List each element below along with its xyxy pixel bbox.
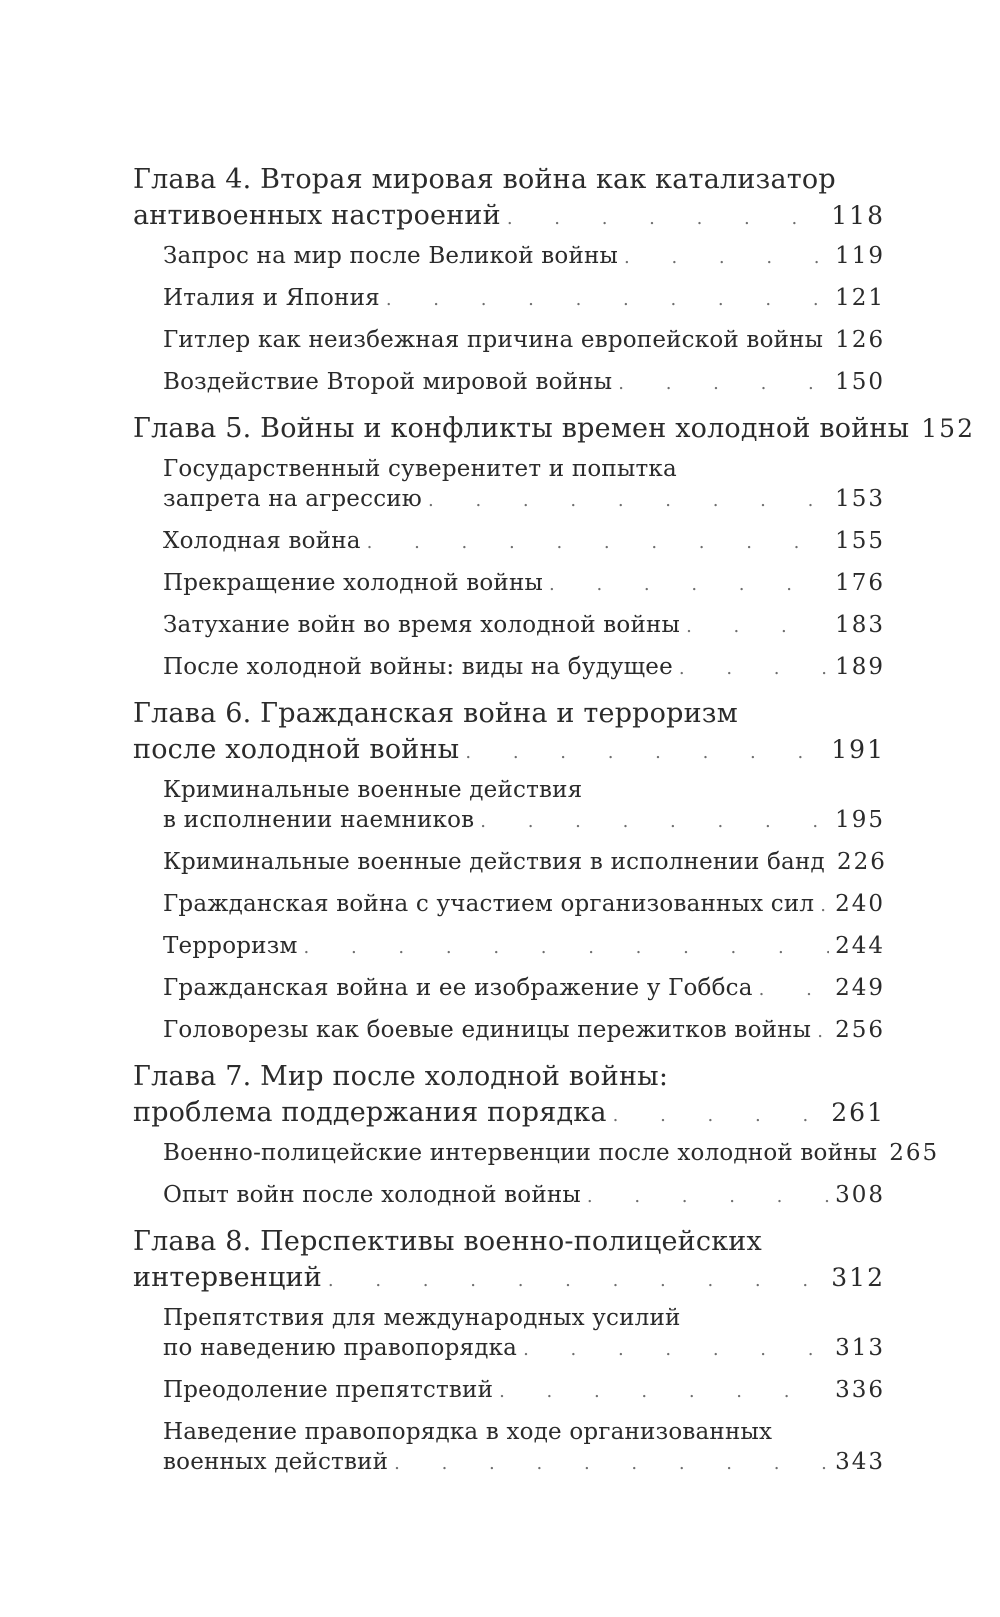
section-title-line: в исполнении наемников: [163, 807, 475, 833]
section-title-line: Гражданская война и ее изображение у Гоббса: [163, 975, 753, 1001]
chapter-sections: [133, 241, 885, 399]
section-title-line: Криминальные военные действия: [163, 777, 583, 803]
toc-section-entry[interactable]: [163, 973, 885, 1005]
section-page-number: 343: [835, 1449, 885, 1475]
toc-section-entry[interactable]: [163, 367, 885, 399]
chapter-page-number: 261: [831, 1098, 885, 1127]
section-title-line: Гитлер как неизбежная причина европейской войны: [163, 327, 824, 353]
section-page-number: 150: [835, 369, 885, 395]
toc-section-entry[interactable]: [163, 1015, 885, 1047]
dot-leader: [624, 243, 829, 273]
chapter-page-number: 191: [831, 735, 885, 764]
chapter-title-line: Глава 4. Вторая мировая война как катализатор: [133, 164, 836, 195]
table-of-contents: [133, 162, 975, 1491]
dot-leader: [817, 1017, 829, 1047]
section-page-number: 240: [835, 891, 885, 917]
dot-leader: [679, 654, 829, 684]
toc-section-entry[interactable]: [163, 652, 885, 684]
toc-section-entry[interactable]: [163, 526, 885, 558]
dot-leader: [328, 1263, 825, 1299]
dot-leader: [480, 807, 829, 837]
section-title-line: Головорезы как боевые единицы пережитков войны: [163, 1017, 812, 1043]
section-title-line: запрета на агрессию: [163, 486, 423, 512]
chapter-title[interactable]: [133, 1059, 885, 1134]
chapter-title-line: Глава 8. Перспективы военно-полицейских: [133, 1226, 762, 1257]
toc-section-entry[interactable]: [163, 610, 885, 642]
dot-leader: [523, 1335, 829, 1365]
section-page-number: 265: [889, 1140, 940, 1166]
section-title-line: Наведение правопорядка в ходе организованных: [163, 1419, 773, 1445]
toc-section-entry[interactable]: [163, 325, 885, 357]
chapter-title[interactable]: [133, 411, 975, 450]
section-title-line: Препятствия для международных усилий: [163, 1305, 681, 1331]
section-title-line: Государственный суверенитет и попытка: [163, 456, 677, 482]
section-page-number: 308: [835, 1182, 885, 1208]
section-page-number: 121: [835, 285, 885, 311]
chapter-title-line: интервенций: [133, 1262, 322, 1293]
dot-leader: [394, 1449, 829, 1479]
section-page-number: 176: [835, 570, 885, 596]
dot-leader: [759, 975, 829, 1005]
chapter-title[interactable]: [133, 696, 885, 771]
chapter-title[interactable]: [133, 1224, 885, 1299]
section-title-line: Гражданская война с участием организованных сил: [163, 891, 815, 917]
toc-section-entry[interactable]: [163, 454, 885, 516]
chapter-sections: [133, 1138, 940, 1212]
section-page-number: 153: [835, 486, 885, 512]
section-title-line: Прекращение холодной войны: [163, 570, 543, 596]
dot-leader: [613, 1098, 826, 1134]
dot-leader: [304, 933, 829, 963]
toc-section-entry[interactable]: [163, 283, 885, 315]
chapter-title-line: Глава 5. Войны и конфликты времен холодной войны: [133, 413, 910, 444]
section-page-number: 336: [835, 1377, 885, 1403]
section-title-line: После холодной войны: виды на будущее: [163, 654, 673, 680]
chapter-title[interactable]: [133, 162, 885, 237]
dot-leader: [428, 486, 829, 516]
dot-leader: [549, 570, 829, 600]
chapter-title-line: Глава 6. Гражданская война и терроризм: [133, 698, 738, 729]
toc-section-entry[interactable]: [163, 775, 885, 837]
toc-chapter: [133, 1224, 885, 1479]
toc-section-entry[interactable]: [163, 1303, 885, 1365]
chapter-sections: [133, 454, 885, 684]
chapter-page-number: 118: [831, 201, 885, 230]
dot-leader: [618, 369, 829, 399]
section-title-line: Опыт войн после холодной войны: [163, 1182, 581, 1208]
section-title-line: по наведению правопорядка: [163, 1335, 518, 1361]
chapter-page-number: 152: [921, 414, 975, 443]
toc-section-entry[interactable]: [163, 1180, 885, 1212]
section-title-line: Запрос на мир после Великой войны: [163, 243, 619, 269]
chapter-title-line: Глава 7. Мир после холодной войны:: [133, 1061, 669, 1092]
section-page-number: 126: [835, 327, 886, 353]
section-title-line: Военно-полицейские интервенции после холодной войны: [163, 1140, 878, 1166]
section-title-line: Затухание войн во время холодной войны: [163, 612, 681, 638]
toc-section-entry[interactable]: [163, 1375, 885, 1407]
section-title-line: Терроризм: [163, 933, 298, 959]
section-page-number: 189: [835, 654, 885, 680]
section-title-line: Воздействие Второй мировой войны: [163, 369, 613, 395]
section-page-number: 155: [835, 528, 885, 554]
chapter-sections: [133, 1303, 885, 1479]
chapter-page-number: 312: [831, 1263, 885, 1292]
section-title-line: Преодоление препятствий: [163, 1377, 494, 1403]
toc-section-entry[interactable]: [163, 568, 885, 600]
section-page-number: 183: [835, 612, 885, 638]
section-page-number: 313: [835, 1335, 885, 1361]
toc-section-entry[interactable]: [163, 847, 885, 879]
section-page-number: 226: [836, 849, 887, 875]
toc-section-entry[interactable]: [163, 1138, 940, 1170]
chapter-sections: [133, 775, 885, 1047]
dot-leader: [386, 285, 829, 315]
toc-chapter: [133, 162, 885, 399]
toc-chapter: [133, 1059, 940, 1212]
section-page-number: 249: [835, 975, 885, 1001]
chapter-title-line: проблема поддержания порядка: [133, 1097, 607, 1128]
section-title-line: Италия и Япония: [163, 285, 380, 311]
chapter-title-line: после холодной войны: [133, 734, 460, 765]
toc-chapter: [133, 411, 975, 684]
toc-section-entry[interactable]: [163, 889, 885, 921]
toc-section-entry[interactable]: [163, 1417, 885, 1479]
toc-chapter: [133, 696, 885, 1047]
dot-leader: [507, 201, 825, 237]
section-title-line: военных действий: [163, 1449, 389, 1475]
toc-section-entry[interactable]: [163, 241, 885, 273]
section-page-number: 119: [835, 243, 885, 269]
dot-leader: [820, 891, 829, 921]
dot-leader: [367, 528, 829, 558]
section-page-number: 195: [835, 807, 885, 833]
dot-leader: [499, 1377, 829, 1407]
toc-section-entry[interactable]: [163, 931, 885, 963]
section-page-number: 244: [835, 933, 885, 959]
dot-leader: [587, 1182, 829, 1212]
section-title-line: Криминальные военные действия в исполнении банд: [163, 849, 825, 875]
dot-leader: [686, 612, 829, 642]
dot-leader: [465, 735, 825, 771]
section-page-number: 256: [835, 1017, 885, 1043]
chapter-title-line: антивоенных настроений: [133, 200, 501, 231]
section-title-line: Холодная война: [163, 528, 361, 554]
